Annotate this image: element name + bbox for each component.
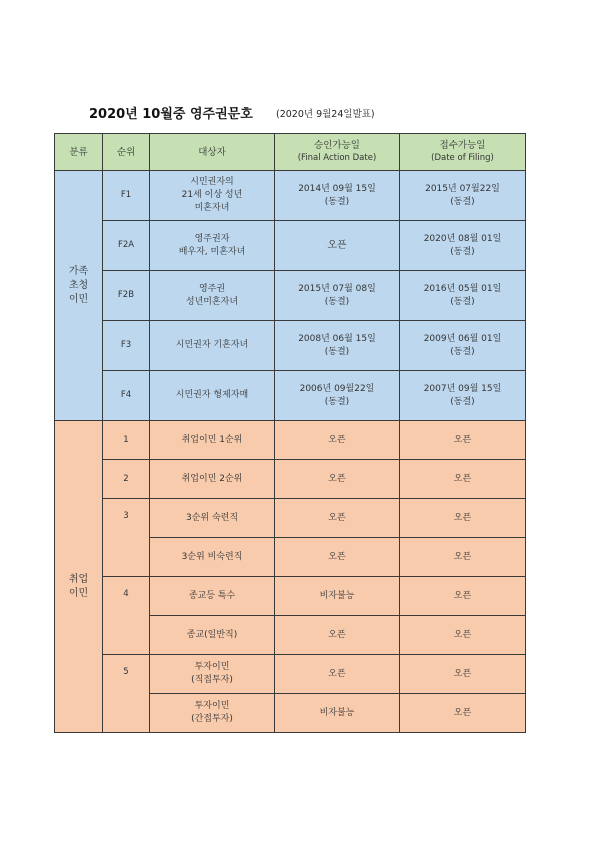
- header-final-action: [275, 134, 400, 171]
- target-cell: 시민권자 형제자매: [150, 371, 275, 421]
- table-row: [55, 421, 526, 460]
- rank-cell: 1: [103, 421, 150, 460]
- target-cell: 종교등 특수: [150, 577, 275, 616]
- filing-cell: 오픈: [400, 460, 526, 499]
- final-action-cell: 비자불능: [275, 577, 400, 616]
- header-filing-en: (Date of Filing): [431, 153, 494, 163]
- final-action-cell: 오픈: [275, 499, 400, 538]
- header-final-action-en: (Final Action Date): [297, 153, 377, 163]
- final-action-cell: 오픈: [275, 421, 400, 460]
- target-cell: 시민권자의 21세 이상 성년 미혼자녀: [150, 171, 275, 221]
- table-row: [55, 171, 526, 221]
- final-action-cell: 오픈: [275, 616, 400, 655]
- final-action-cell: 오픈: [275, 221, 400, 271]
- filing-cell: 오픈: [400, 694, 526, 733]
- filing-cell: 2015년 07월22일 (동결): [400, 171, 526, 221]
- filing-cell: 2016년 05월 01일 (동결): [400, 271, 526, 321]
- filing-cell: 오픈: [400, 538, 526, 577]
- filing-cell: 오픈: [400, 577, 526, 616]
- target-cell: 취업이민 2순위: [150, 460, 275, 499]
- rank-cell: F2B: [103, 271, 150, 321]
- table-row: [55, 499, 526, 538]
- target-cell: 영주권 성년미혼자녀: [150, 271, 275, 321]
- filing-cell: 오픈: [400, 616, 526, 655]
- final-action-cell: 2015년 07월 08일 (동결): [275, 271, 400, 321]
- final-action-cell: 오픈: [275, 538, 400, 577]
- rank-cell: 3: [103, 499, 150, 577]
- final-action-cell: 2008년 06월 15일 (동결): [275, 321, 400, 371]
- final-action-cell: 오픈: [275, 655, 400, 694]
- final-action-cell: 오픈: [275, 460, 400, 499]
- rank-cell: 4: [103, 577, 150, 655]
- announcement-date: (2020년 9월24일발표): [276, 109, 375, 120]
- filing-cell: 오픈: [400, 421, 526, 460]
- header-row: [55, 134, 526, 171]
- final-action-cell: 비자불능: [275, 694, 400, 733]
- category-family: 가족 초청 이민: [55, 171, 103, 421]
- rank-cell: 2: [103, 460, 150, 499]
- header-final-action-ko: 승인가능일: [314, 140, 360, 151]
- filing-cell: 오픈: [400, 655, 526, 694]
- final-action-cell: 2014년 09월 15일 (동결): [275, 171, 400, 221]
- table-row: [55, 221, 526, 271]
- header-filing: [400, 134, 526, 171]
- table-row: [55, 321, 526, 371]
- filing-cell: 오픈: [400, 499, 526, 538]
- filing-cell: 2009년 06월 01일 (동결): [400, 321, 526, 371]
- header-target: 대상자: [150, 134, 275, 171]
- target-cell: 투자이민 (직접투자): [150, 655, 275, 694]
- filing-cell: 2007년 09월 15일 (동결): [400, 371, 526, 421]
- header-filing-ko: 접수가능일: [439, 140, 486, 151]
- filing-cell: 2020년 08월 01일 (동결): [400, 221, 526, 271]
- table-row: [55, 271, 526, 321]
- table-row: [55, 371, 526, 421]
- table-row: [55, 655, 526, 694]
- final-action-cell: 2006년 09월22일 (동결): [275, 371, 400, 421]
- category-employment: 취업 이민: [55, 421, 103, 733]
- target-cell: 3순위 비숙련직: [150, 538, 275, 577]
- rank-cell: F1: [103, 171, 150, 221]
- table-row: [55, 460, 526, 499]
- rank-cell: 5: [103, 655, 150, 733]
- visa-bulletin-table: [54, 133, 526, 733]
- header-category: 분류: [55, 134, 103, 171]
- target-cell: 종교(일반직): [150, 616, 275, 655]
- rank-cell: F2A: [103, 221, 150, 271]
- target-cell: 취업이민 1순위: [150, 421, 275, 460]
- target-cell: 3순위 숙련직: [150, 499, 275, 538]
- rank-cell: F3: [103, 321, 150, 371]
- rank-cell: F4: [103, 371, 150, 421]
- header-rank: 순위: [103, 134, 150, 171]
- target-cell: 영주권자 배우자, 미혼자녀: [150, 221, 275, 271]
- target-cell: 투자이민 (간접투자): [150, 694, 275, 733]
- table-row: [55, 577, 526, 616]
- page-title: 2020년 10월중 영주권문호: [89, 107, 253, 122]
- target-cell: 시민권자 기혼자녀: [150, 321, 275, 371]
